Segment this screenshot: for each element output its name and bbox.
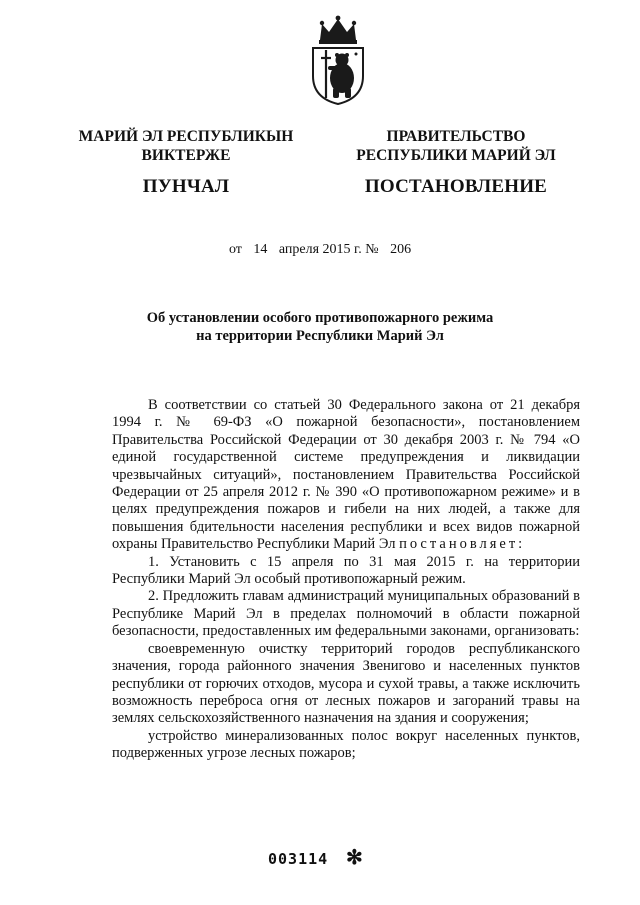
paragraph-item-2: 2. Предложить главам администраций муниципальных образований в Республике Марий Эл в пределах полномочий в области пожарной безопасности, предоставленных им федеральными законами, организовать:: [112, 588, 580, 640]
header-right-line2: РЕСПУБЛИКИ МАРИЙ ЭЛ: [356, 147, 556, 164]
header-right-doc-type: ПОСТАНОВЛЕНИЕ: [364, 176, 548, 197]
document-number: 206: [390, 242, 412, 257]
crown-icon: [319, 16, 357, 44]
header-left-line1: МАРИЙ ЭЛ РЕСПУБЛИКЫН: [78, 128, 294, 145]
paragraph-item-1: 1. Установить с 15 апреля по 31 мая 2015 г. на территории Республики Марий Эл особый противопожарный режим.: [112, 553, 580, 588]
date-prefix: от: [228, 242, 242, 257]
paragraph-preamble: [112, 397, 580, 554]
date-month-year: апреля 2015 г. №: [278, 242, 379, 257]
document-title-line2: на территории Республики Марий Эл: [196, 328, 444, 344]
document-title: [0, 309, 640, 345]
footer-star-mark: ✻: [346, 847, 363, 869]
header-left-line2: ВИКТЕРЖЕ: [141, 147, 231, 164]
coat-of-arms-icon: [306, 14, 370, 106]
preamble-text: В соответствии со статьей 30 Федерального закона от 21 декабря 1994 г. № 69-ФЗ «О пожарной безопасности», постановлением Правительства Российской Федерации от 30 декабря 2003 г. № 794 «О единой государственной системе предупреждения и ликвидации чрезвычайных ситуаций», постановлением Правительства Российской Федерации от 25 апреля 2012 г. № 390 «О противопожарном режиме» и в целях предупреждения пожаров и гибели на них людей, а также для повышения бдительности населения республики и всех видов пожарной охраны Правительство Республики Марий Эл: [112, 397, 580, 553]
header-left-doc-type: ПУНЧАЛ: [142, 176, 230, 197]
document-body: [112, 397, 580, 763]
header-left: [76, 127, 296, 196]
header-right: [346, 127, 566, 196]
paragraph-subitem-firebreaks: устройство минерализованных полос вокруг населенных пунктов, подверженных угрозе лесных пожаров;: [112, 727, 580, 762]
date-day: 14: [253, 242, 268, 257]
paragraph-subitem-cleanup: своевременную очистку территорий городов республиканского значения, города районного значения Звенигово и населенных пунктов республики от горючих отходов, мусора и сухой травы, а также исключить возможность переброса огня от лесных пожаров и загораний травы на землях сельскохозяйственного назначения на здания и сооружения;: [112, 640, 580, 727]
form-serial-number: 003114: [268, 850, 329, 868]
date-line: [0, 242, 640, 258]
document-title-line1: Об установлении особого противопожарного режима: [146, 310, 494, 326]
header-right-line1: ПРАВИТЕЛЬСТВО: [386, 128, 526, 145]
resolves-word: постановляет:: [399, 536, 526, 553]
